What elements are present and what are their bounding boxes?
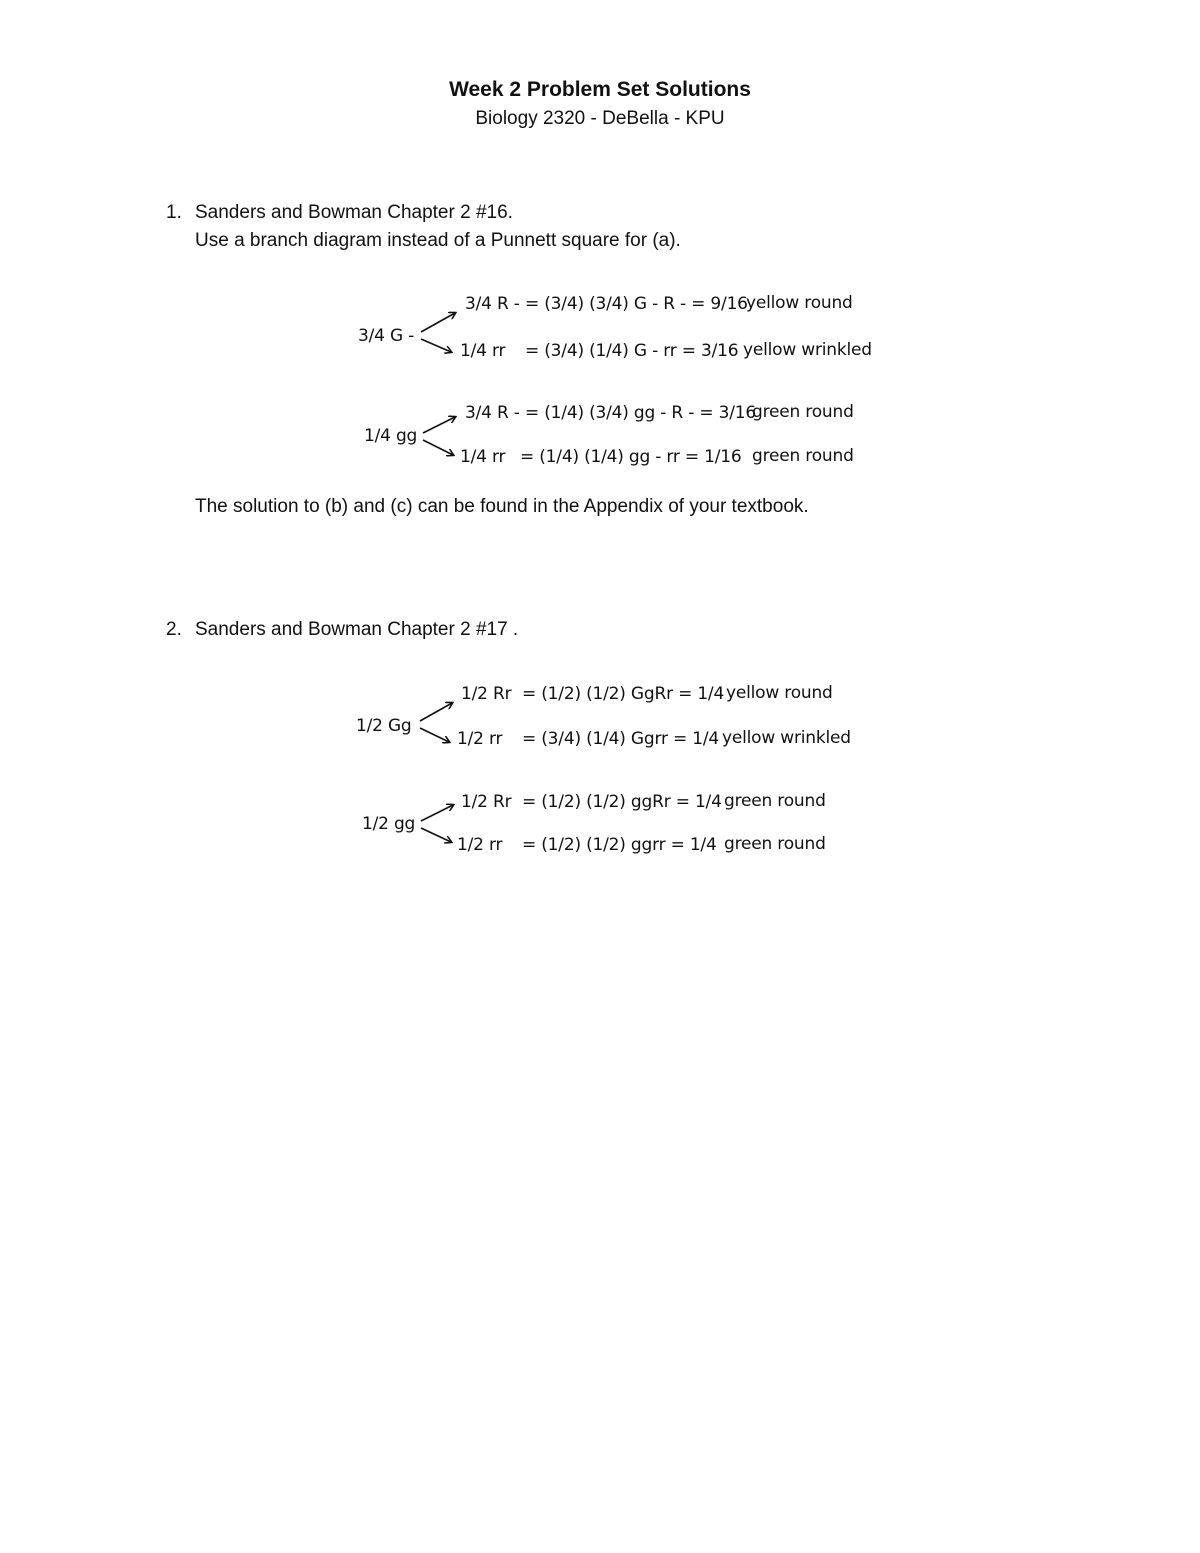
- branch-probability: 1/2 rr: [457, 835, 503, 855]
- branch-arrow: [421, 828, 451, 842]
- phenotype: yellow wrinkled: [722, 728, 851, 748]
- branch-probability: 3/4 R -: [465, 294, 520, 314]
- branch-calculation: = (1/2) (1/2) ggRr = 1/4: [522, 792, 722, 812]
- branch-arrow: [420, 728, 449, 742]
- problem-instruction: Use a branch diagram instead of a Punnett square for (a).: [195, 230, 681, 251]
- branch-probability: 3/4 R -: [465, 403, 520, 423]
- problem-heading: Sanders and Bowman Chapter 2 #17 .: [195, 619, 519, 640]
- branch-calculation: = (3/4) (1/4) Ggrr = 1/4: [522, 729, 719, 749]
- problem-number: 1.: [166, 202, 182, 223]
- branch-calculation: = (1/2) (1/2) GgRr = 1/4: [522, 684, 725, 704]
- phenotype: green round: [752, 402, 854, 422]
- branch-calculation: = (1/2) (1/2) ggrr = 1/4: [522, 835, 717, 855]
- branch-probability: 1/2 Rr: [461, 792, 512, 812]
- branch-arrow: [423, 417, 455, 433]
- page-subtitle: Biology 2320 - DeBella - KPU: [475, 108, 725, 129]
- parent-genotype: 1/4 gg: [364, 426, 418, 446]
- branch-probability: 1/2 rr: [457, 729, 503, 749]
- problem-note: The solution to (b) and (c) can be found in the Appendix of your textbook.: [195, 496, 809, 517]
- branch-probability: 1/4 rr: [460, 341, 506, 361]
- phenotype: yellow wrinkled: [743, 340, 872, 360]
- problem-number: 2.: [166, 619, 182, 640]
- branch-probability: 1/2 Rr: [461, 684, 512, 704]
- parent-genotype: 3/4 G -: [358, 326, 415, 346]
- problem-heading: Sanders and Bowman Chapter 2 #16.: [195, 202, 513, 223]
- phenotype: yellow round: [726, 683, 833, 703]
- phenotype: green round: [752, 446, 854, 466]
- branch-arrow: [421, 805, 453, 821]
- branch-calculation: = (3/4) (3/4) G - R - = 9/16: [525, 294, 748, 314]
- branch-probability: 1/4 rr: [460, 447, 506, 467]
- branch-calculation: = (1/4) (1/4) gg - rr = 1/16: [520, 447, 742, 467]
- parent-genotype: 1/2 Gg: [356, 716, 412, 736]
- branch-calculation: = (3/4) (1/4) G - rr = 3/16: [525, 341, 739, 361]
- branch-arrow: [423, 440, 453, 455]
- branch-arrow: [420, 703, 452, 721]
- branch-calculation: = (1/4) (3/4) gg - R - = 3/16: [525, 403, 757, 423]
- phenotype: green round: [724, 834, 826, 854]
- phenotype: yellow round: [746, 293, 853, 313]
- branch-arrow: [421, 339, 451, 352]
- page-title: Week 2 Problem Set Solutions: [449, 78, 751, 101]
- phenotype: green round: [724, 791, 826, 811]
- parent-genotype: 1/2 gg: [362, 814, 416, 834]
- branch-arrow: [421, 313, 455, 332]
